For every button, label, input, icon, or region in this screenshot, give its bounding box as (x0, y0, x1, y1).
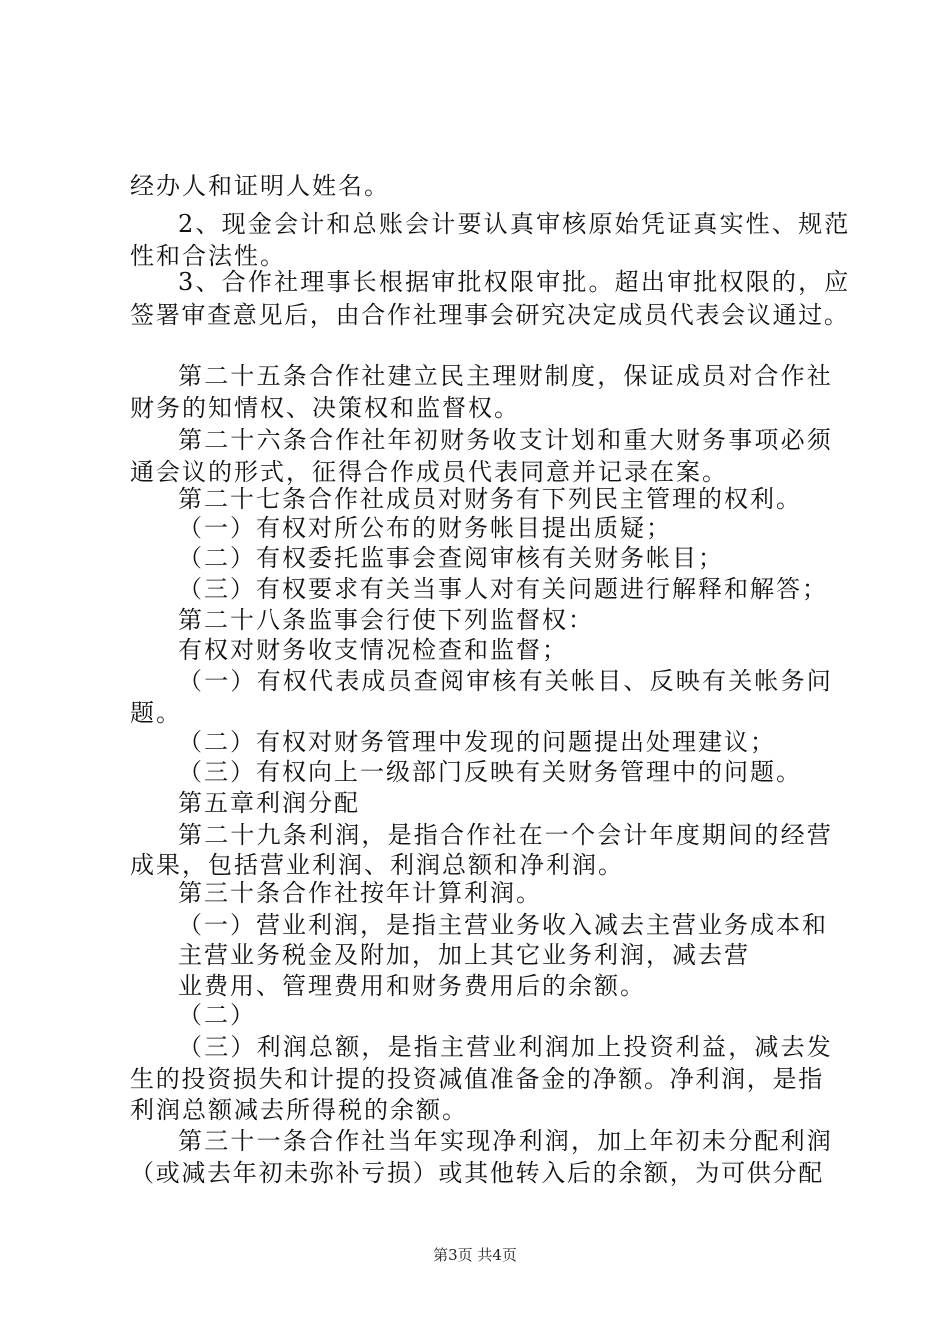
text-line: （二）有权委托监事会查阅审核有关财务帐目； (178, 544, 724, 572)
text-line: 第二十七条合作社成员对财务有下列民主管理的权利。 (178, 485, 802, 513)
text-line: 生的投资损失和计提的投资减值准备金的净额。净利润，是指 (130, 1065, 824, 1093)
text-line: 第三十一条合作社当年实现净利润，加上年初未分配利润 (178, 1127, 833, 1155)
text-line: 经办人和证明人姓名。 (130, 172, 390, 200)
text-line: （二）有权对财务管理中发现的问题提出处理建议； (178, 728, 776, 756)
text-line: （或减去年初未弥补亏损）或其他转入后的余额，为可供分配 (130, 1159, 824, 1187)
text-line: 有权对财务收支情况检查和监督； (178, 636, 568, 664)
section-heading: 第五章利润分配 (178, 789, 360, 817)
text-line: （二） (178, 1001, 256, 1029)
text-line: 第二十五条合作社建立民主理财制度，保证成员对合作社 (178, 362, 833, 390)
text-line: （三）有权要求有关当事人对有关问题进行解释和解答； (178, 575, 828, 603)
text-line: （三）有权向上一级部门反映有关财务管理中的问题。 (178, 758, 802, 786)
text-line: 利润总额减去所得税的余额。 (130, 1096, 468, 1124)
text-line: （三）利润总额，是指主营业利润加上投资利益，减去发 (178, 1033, 833, 1061)
text-line: 财务的知情权、决策权和监督权。 (130, 394, 520, 422)
text-line: 第二十六条合作社年初财务收支计划和重大财务事项必须 (178, 426, 833, 454)
text-line: 2、现金会计和总账会计要认真审核原始凭证真实性、规范 (178, 210, 851, 238)
text-line: 成果，包括营业利润、利润总额和净利润。 (130, 851, 624, 879)
text-line: 第三十条合作社按年计算利润。 (178, 879, 542, 907)
text-line: （一）有权代表成员查阅审核有关帐目、反映有关帐务问 (178, 667, 833, 695)
text-line: 第二十八条监事会行使下列监督权： (178, 606, 594, 634)
text-line: 第二十九条利润，是指合作社在一个会计年度期间的经营 (178, 821, 833, 849)
text-line: （一）营业利润，是指主营业务收入减去主营业务成本和 (178, 911, 828, 939)
text-line: 通会议的形式，征得合作成员代表同意并记录在案。 (130, 458, 728, 486)
text-line: 3、合作社理事长根据审批权限审批。超出审批权限的，应 (178, 268, 851, 296)
text-line: 签署审查意见后，由合作社理事会研究决定成员代表会议通过。 (130, 301, 850, 329)
page-number-footer: 第3页 共4页 (433, 1246, 517, 1264)
text-line: 主营业务税金及附加，加上其它业务利润，减去营 (178, 941, 750, 969)
text-line: 业费用、管理费用和财务费用后的余额。 (178, 972, 646, 1000)
text-line: 题。 (130, 699, 182, 727)
text-line: 性和合法性。 (130, 242, 286, 270)
text-line: （一）有权对所公布的财务帐目提出质疑； (178, 514, 672, 542)
